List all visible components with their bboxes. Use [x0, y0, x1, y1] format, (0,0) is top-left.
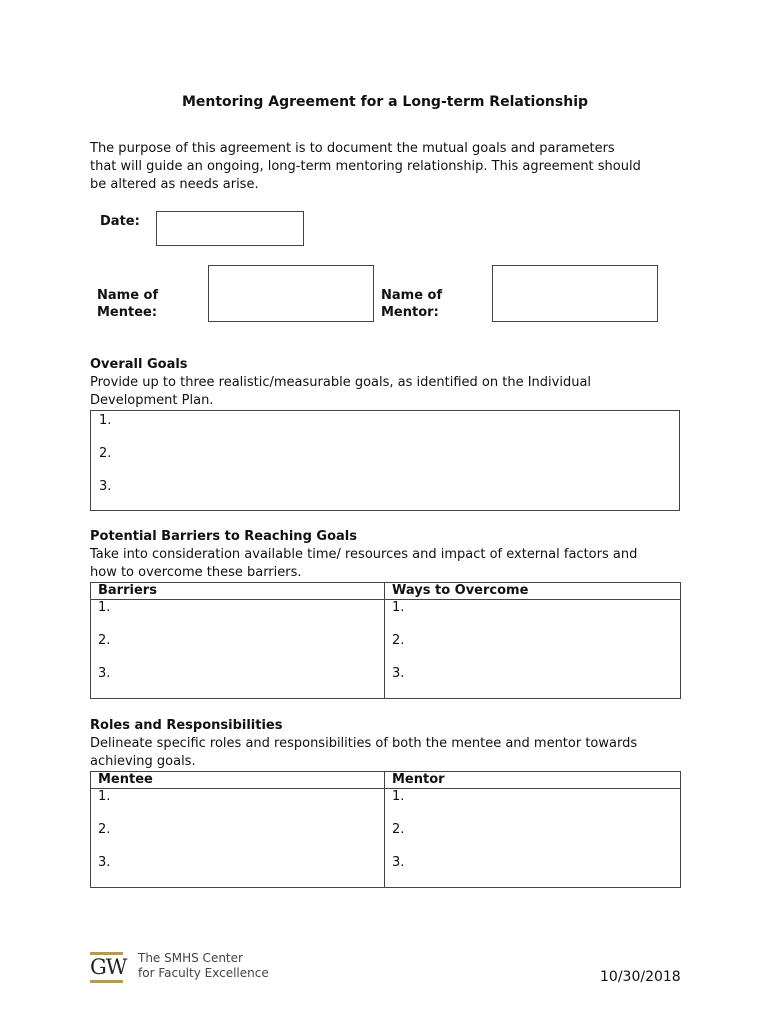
barriers-table: [90, 582, 681, 699]
document-title: Mentoring Agreement for a Long-term Relationship: [181, 94, 589, 110]
roles-table: [90, 771, 681, 888]
purpose-paragraph: [90, 140, 641, 194]
overall-goals-box[interactable]: [90, 410, 680, 511]
center-name: [138, 951, 269, 981]
mentor-item: 1.: [392, 789, 405, 804]
overcome-item: 3.: [392, 666, 405, 681]
gw-logo-text: GW: [90, 955, 127, 979]
mentor-label-line: Name of: [381, 288, 443, 303]
mentor-name-field[interactable]: [492, 265, 658, 322]
mentee-item: 2.: [98, 822, 111, 837]
mentor-responsibilities-cell[interactable]: [385, 789, 681, 888]
mentee-responsibilities-cell[interactable]: [91, 789, 385, 888]
mentor-item: 3.: [392, 855, 405, 870]
barriers-section: [90, 528, 637, 582]
mentee-name-field[interactable]: [208, 265, 374, 322]
overall-goals-description: Development Plan.: [90, 393, 214, 408]
barriers-description: how to overcome these barriers.: [90, 565, 302, 580]
date-label: Date:: [100, 214, 140, 229]
goal-item: 2.: [99, 446, 112, 461]
mentee-label-line: Name of: [97, 288, 159, 303]
barrier-item: 2.: [98, 633, 111, 648]
date-field[interactable]: [156, 211, 304, 246]
mentee-label: [97, 287, 158, 321]
overall-goals-heading: Overall Goals: [90, 357, 188, 372]
roles-description: Delineate specific roles and responsibilities of both the mentee and mentor towards: [90, 736, 638, 751]
center-name-line: for Faculty Excellence: [138, 966, 269, 980]
roles-description: achieving goals.: [90, 754, 196, 769]
purpose-line: The purpose of this agreement is to document the mutual goals and parameters: [90, 141, 615, 156]
barriers-heading: Potential Barriers to Reaching Goals: [90, 529, 357, 544]
goal-item: 3.: [99, 479, 112, 494]
overall-goals-description: Provide up to three realistic/measurable goals, as identified on the Individual: [90, 375, 592, 390]
gw-logo: [90, 952, 127, 983]
roles-section: [90, 717, 637, 771]
overcome-item: 2.: [392, 633, 405, 648]
barrier-item: 1.: [98, 600, 111, 615]
barriers-cell[interactable]: [91, 600, 385, 699]
mentee-column-header: Mentee: [91, 772, 385, 789]
ways-to-overcome-column-header: Ways to Overcome: [385, 583, 681, 600]
mentor-label: [381, 287, 442, 321]
mentee-item: 3.: [98, 855, 111, 870]
barrier-item: 3.: [98, 666, 111, 681]
logo-bottom-bar: [90, 980, 123, 983]
center-name-line: The SMHS Center: [138, 951, 243, 965]
barriers-column-header: Barriers: [91, 583, 385, 600]
footer-date: 10/30/2018: [600, 969, 681, 985]
mentor-item: 2.: [392, 822, 405, 837]
purpose-line: be altered as needs arise.: [90, 177, 259, 192]
purpose-line: that will guide an ongoing, long-term mentoring relationship. This agreement should: [90, 159, 641, 174]
overall-goals-section: [90, 356, 591, 410]
barriers-description: Take into consideration available time/ resources and impact of external factors and: [90, 547, 638, 562]
mentor-column-header: Mentor: [385, 772, 681, 789]
goal-item: 1.: [99, 413, 112, 428]
mentee-label-line: Mentee:: [97, 305, 158, 320]
overcome-item: 1.: [392, 600, 405, 615]
mentor-label-line: Mentor:: [381, 305, 439, 320]
mentee-item: 1.: [98, 789, 111, 804]
roles-heading: Roles and Responsibilities: [90, 718, 283, 733]
ways-to-overcome-cell[interactable]: [385, 600, 681, 699]
